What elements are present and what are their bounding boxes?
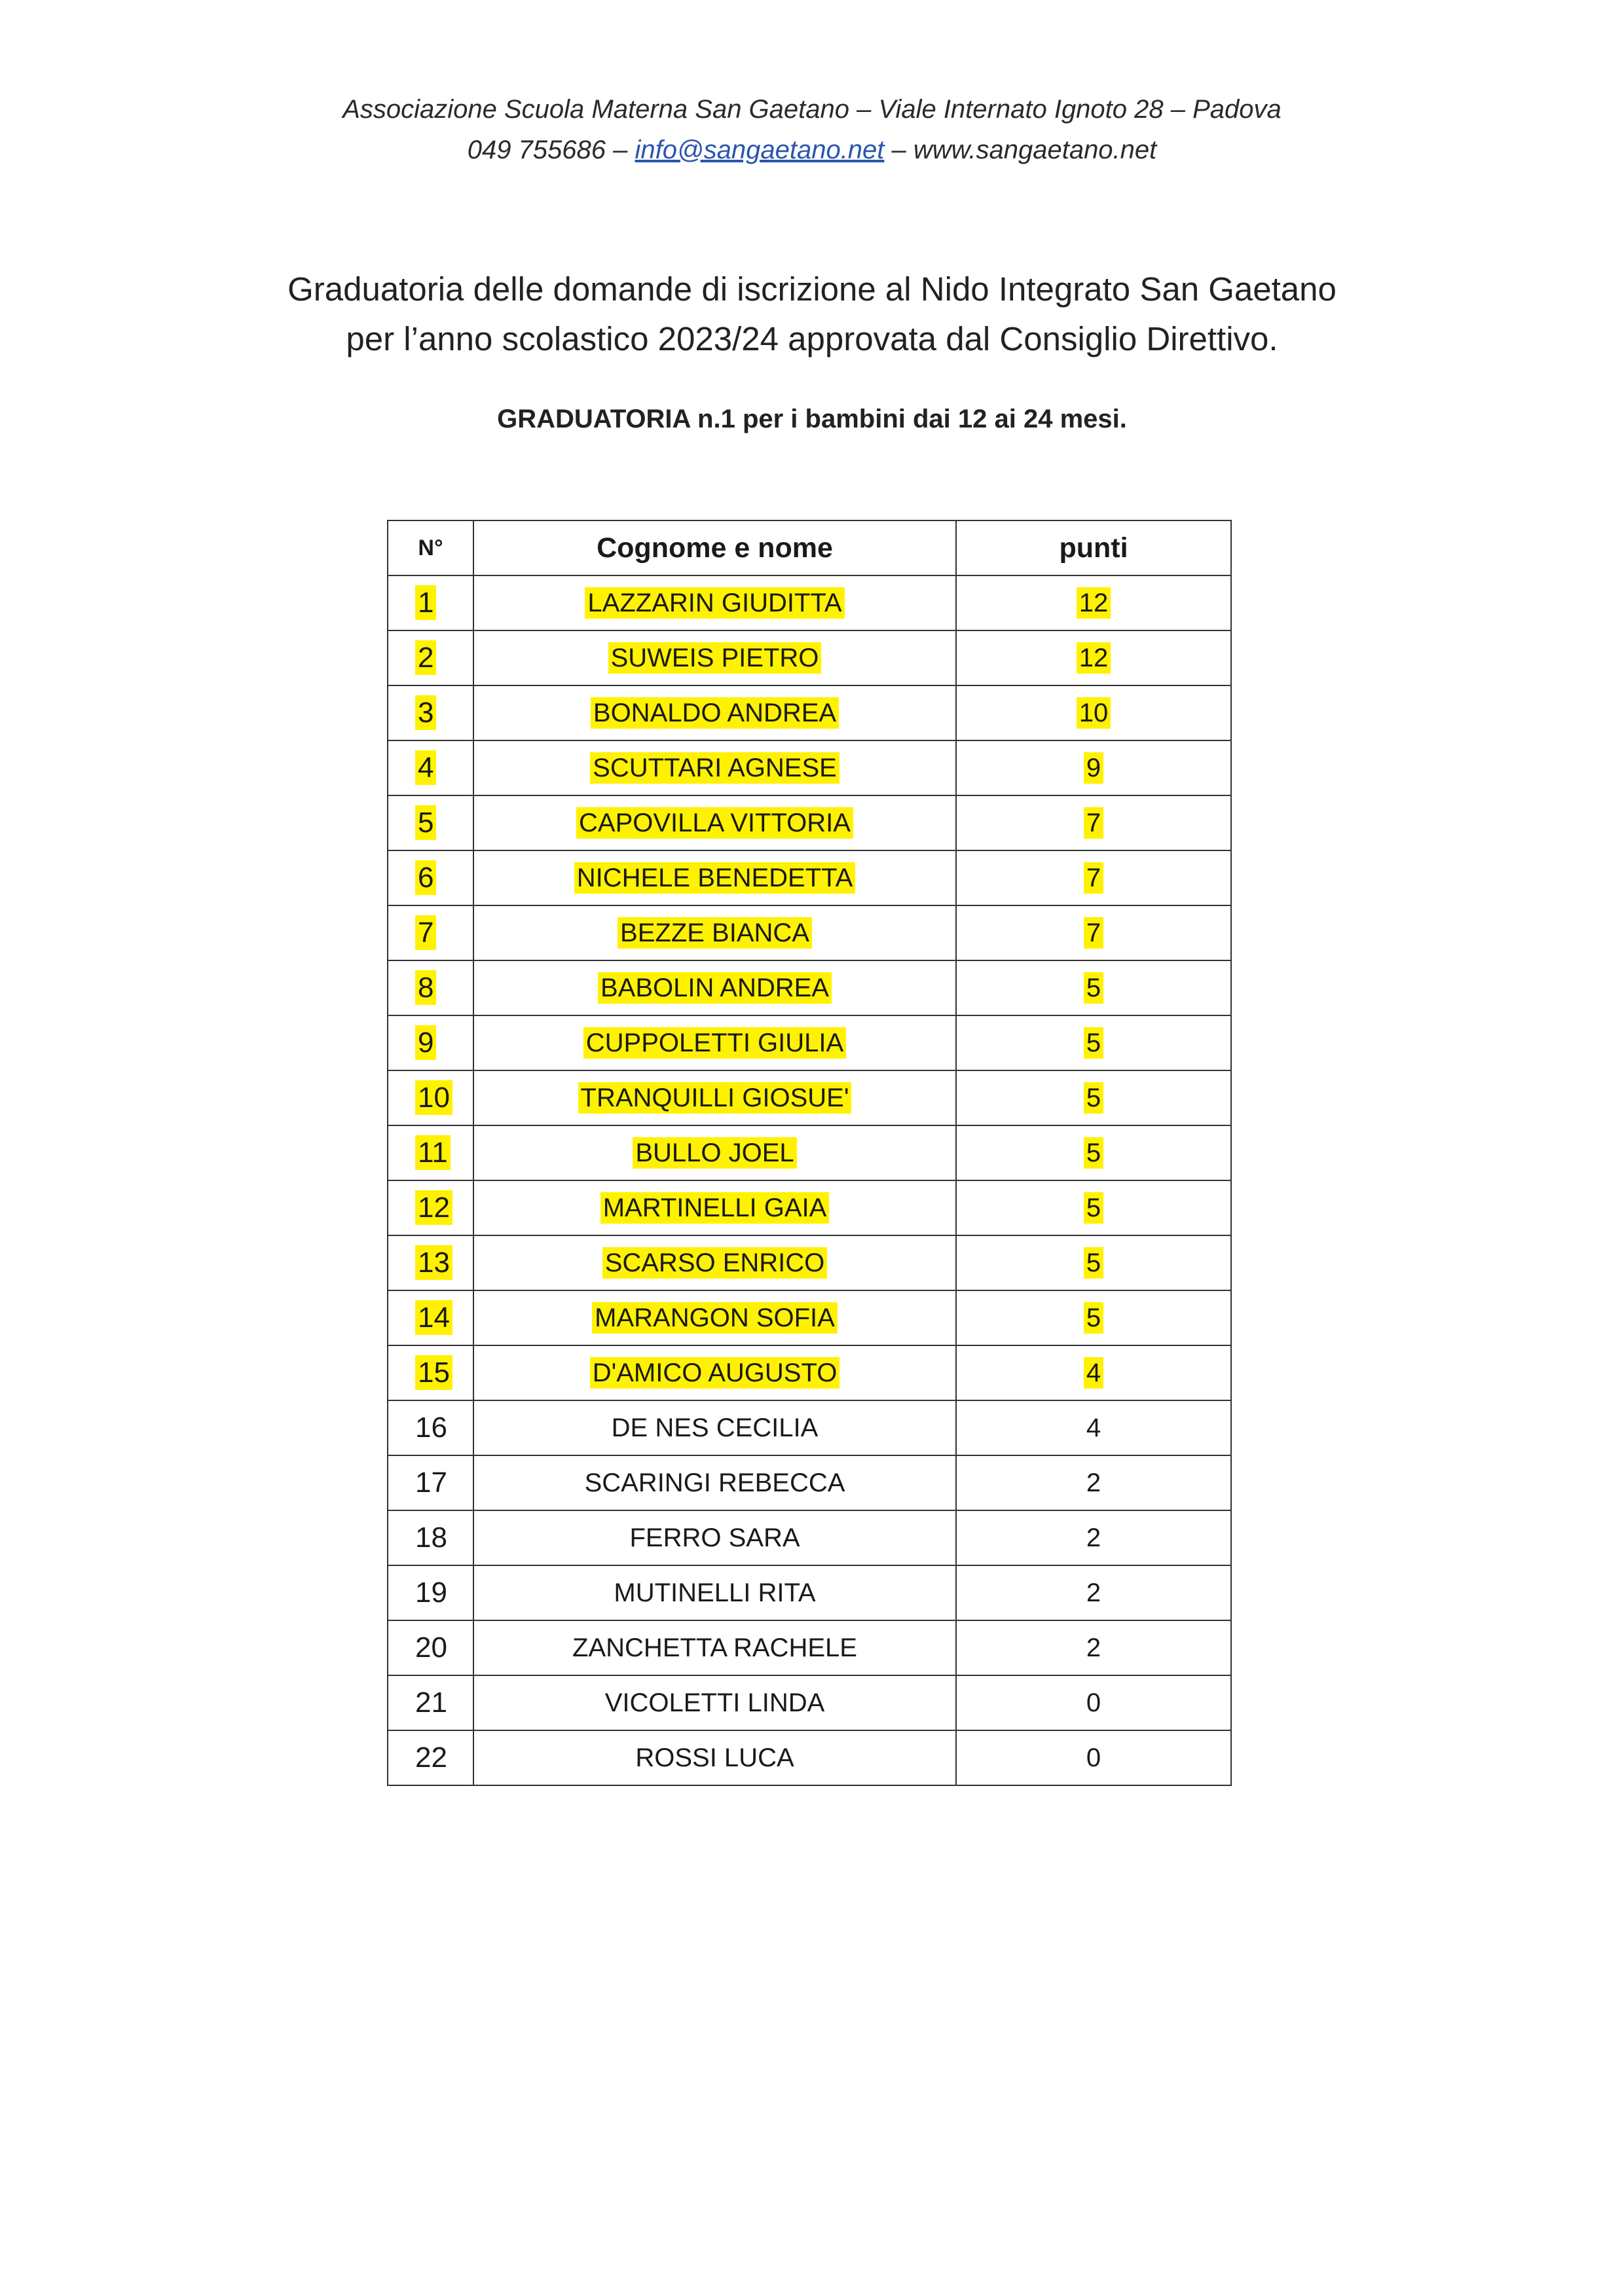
row-points-cell [956, 1290, 1231, 1345]
row-name: MARANGON SOFIA [592, 1302, 838, 1334]
row-points-cell [956, 850, 1231, 905]
row-name: SCARINGI REBECCA [584, 1468, 845, 1497]
row-name: DE NES CECILIA [611, 1413, 819, 1442]
table-row [388, 905, 1231, 960]
letterhead-phone: 049 755686 – [467, 136, 628, 164]
row-name: D'AMICO AUGUSTO [590, 1357, 840, 1389]
row-number: 11 [415, 1135, 451, 1170]
row-number: 13 [415, 1245, 452, 1280]
row-name: CAPOVILLA VITTORIA [576, 807, 853, 839]
row-points-cell [956, 1125, 1231, 1180]
table-row [388, 740, 1231, 795]
row-number: 1 [415, 585, 436, 620]
row-name-cell [473, 1290, 956, 1345]
header-points: punti [956, 520, 1231, 575]
row-number-cell [388, 685, 473, 740]
row-points-cell [956, 740, 1231, 795]
row-name: LAZZARIN GIUDITTA [585, 587, 844, 619]
row-points-cell [956, 1565, 1231, 1620]
table-row [388, 1345, 1231, 1400]
row-name-cell [473, 1015, 956, 1070]
row-name-cell [473, 685, 956, 740]
row-points-cell [956, 1345, 1231, 1400]
row-name: FERRO SARA [629, 1523, 800, 1552]
row-name-cell [473, 575, 956, 630]
row-points: 4 [1086, 1413, 1101, 1442]
row-number: 9 [415, 1025, 436, 1060]
row-points: 2 [1086, 1523, 1101, 1552]
table-row [388, 1400, 1231, 1455]
row-points: 2 [1086, 1468, 1101, 1497]
table-row [388, 685, 1231, 740]
row-name: MARTINELLI GAIA [600, 1192, 830, 1224]
row-name-cell [473, 1345, 956, 1400]
row-number-cell [388, 575, 473, 630]
row-name-cell [473, 1730, 956, 1785]
row-name-cell [473, 850, 956, 905]
row-name: SCUTTARI AGNESE [590, 752, 840, 784]
table-row [388, 630, 1231, 685]
row-number-cell [388, 1565, 473, 1620]
row-name-cell [473, 740, 956, 795]
row-points: 5 [1084, 1082, 1103, 1114]
row-points: 12 [1077, 587, 1111, 619]
table-header-row [388, 520, 1231, 575]
row-number-cell [388, 1290, 473, 1345]
letterhead-website: – www.sangaetano.net [891, 136, 1157, 164]
table-row [388, 575, 1231, 630]
row-number: 14 [415, 1300, 452, 1335]
row-points-cell [956, 1015, 1231, 1070]
row-points-cell [956, 685, 1231, 740]
letterhead [0, 89, 1624, 170]
table-row [388, 1730, 1231, 1785]
table-row [388, 850, 1231, 905]
row-points: 10 [1077, 697, 1111, 729]
row-number-cell [388, 1620, 473, 1675]
ranking-table [387, 520, 1232, 1786]
row-name-cell [473, 1620, 956, 1675]
row-points-cell [956, 795, 1231, 850]
row-number-cell [388, 795, 473, 850]
row-points-cell [956, 1620, 1231, 1675]
row-points-cell [956, 1510, 1231, 1565]
row-points: 7 [1084, 917, 1103, 949]
row-points: 4 [1084, 1357, 1103, 1389]
row-number: 17 [415, 1467, 447, 1499]
row-name-cell [473, 1125, 956, 1180]
table-row [388, 795, 1231, 850]
row-points: 9 [1084, 752, 1103, 784]
row-number-cell [388, 1675, 473, 1730]
row-number: 6 [415, 860, 436, 895]
row-points: 0 [1086, 1743, 1101, 1772]
row-name: BULLO JOEL [633, 1137, 796, 1169]
table-row [388, 1015, 1231, 1070]
row-points: 5 [1084, 972, 1103, 1004]
row-points-cell [956, 1455, 1231, 1510]
row-points: 5 [1084, 1192, 1103, 1224]
row-number-cell [388, 1730, 473, 1785]
row-number: 22 [415, 1741, 447, 1774]
letterhead-email-link[interactable]: info@sangaetano.net [635, 136, 885, 164]
document-title [0, 264, 1624, 364]
row-number-cell [388, 740, 473, 795]
table-row [388, 1455, 1231, 1510]
row-points: 12 [1077, 642, 1111, 674]
row-number-cell [388, 1070, 473, 1125]
row-points: 5 [1084, 1247, 1103, 1279]
row-points-cell [956, 575, 1231, 630]
row-number: 4 [415, 750, 436, 785]
row-name: TRANQUILLI GIOSUE' [578, 1082, 852, 1114]
row-number: 16 [415, 1412, 447, 1444]
letterhead-address: Associazione Scuola Materna San Gaetano – Viale Internato Ignoto 28 – Padova [342, 95, 1282, 124]
row-number-cell [388, 1510, 473, 1565]
row-number-cell [388, 1125, 473, 1180]
row-name: MUTINELLI RITA [614, 1578, 816, 1607]
letterhead-contacts [0, 130, 1624, 170]
row-number-cell [388, 905, 473, 960]
row-points-cell [956, 960, 1231, 1015]
row-number: 3 [415, 695, 436, 730]
row-points-cell [956, 1400, 1231, 1455]
row-points: 0 [1086, 1688, 1101, 1717]
row-name-cell [473, 795, 956, 850]
row-number: 5 [415, 805, 436, 840]
row-number: 10 [415, 1080, 452, 1115]
row-points-cell [956, 1675, 1231, 1730]
table-row [388, 1070, 1231, 1125]
table-row [388, 960, 1231, 1015]
row-name: NICHELE BENEDETTA [574, 862, 856, 894]
row-name-cell [473, 905, 956, 960]
row-points-cell [956, 630, 1231, 685]
header-number: N° [388, 520, 473, 575]
row-number: 12 [415, 1190, 452, 1225]
table-row [388, 1565, 1231, 1620]
row-name: SCARSO ENRICO [602, 1247, 828, 1279]
row-name: CUPPOLETTI GIULIA [583, 1027, 846, 1059]
row-points: 7 [1084, 862, 1103, 894]
row-number-cell [388, 1235, 473, 1290]
row-name: ROSSI LUCA [635, 1743, 794, 1772]
row-points-cell [956, 1235, 1231, 1290]
table-row [388, 1510, 1231, 1565]
ranking-table-body [388, 575, 1231, 1785]
row-number-cell [388, 850, 473, 905]
table-row [388, 1125, 1231, 1180]
row-points: 2 [1086, 1578, 1101, 1607]
row-number: 21 [415, 1686, 447, 1719]
row-name-cell [473, 960, 956, 1015]
row-number: 8 [415, 970, 436, 1005]
table-row [388, 1290, 1231, 1345]
document-title-line-2: per l’anno scolastico 2023/24 approvata dal Consiglio Direttivo. [346, 320, 1278, 357]
row-number: 15 [415, 1355, 452, 1390]
ranking-subtitle: GRADUATORIA n.1 per i bambini dai 12 ai 24 mesi. [497, 405, 1127, 433]
row-points: 5 [1084, 1027, 1103, 1059]
row-number-cell [388, 1015, 473, 1070]
header-name: Cognome e nome [473, 520, 956, 575]
row-points-cell [956, 1070, 1231, 1125]
row-name: VICOLETTI LINDA [604, 1688, 825, 1717]
table-row [388, 1675, 1231, 1730]
row-name: BEZZE BIANCA [618, 917, 812, 949]
row-number: 19 [415, 1576, 447, 1609]
row-number: 18 [415, 1522, 447, 1554]
row-name-cell [473, 1510, 956, 1565]
row-points: 7 [1084, 807, 1103, 839]
row-points-cell [956, 905, 1231, 960]
row-number-cell [388, 1400, 473, 1455]
document-title-line-1: Graduatoria delle domande di iscrizione al Nido Integrato San Gaetano [287, 270, 1337, 308]
row-number: 2 [415, 640, 436, 675]
row-points-cell [956, 1180, 1231, 1235]
row-points-cell [956, 1730, 1231, 1785]
row-points: 5 [1084, 1302, 1103, 1334]
row-name: BABOLIN ANDREA [598, 972, 832, 1004]
row-name-cell [473, 630, 956, 685]
row-number-cell [388, 630, 473, 685]
row-name-cell [473, 1400, 956, 1455]
row-name: BONALDO ANDREA [591, 697, 839, 729]
row-name-cell [473, 1565, 956, 1620]
row-name: SUWEIS PIETRO [608, 642, 822, 674]
row-number-cell [388, 960, 473, 1015]
row-number: 7 [415, 915, 436, 950]
row-name-cell [473, 1180, 956, 1235]
row-name: ZANCHETTA RACHELE [572, 1633, 857, 1662]
row-name-cell [473, 1235, 956, 1290]
table-row [388, 1620, 1231, 1675]
row-points: 2 [1086, 1633, 1101, 1662]
row-points: 5 [1084, 1137, 1103, 1169]
row-name-cell [473, 1455, 956, 1510]
table-row [388, 1180, 1231, 1235]
row-number: 20 [415, 1631, 447, 1664]
row-name-cell [473, 1675, 956, 1730]
row-number-cell [388, 1345, 473, 1400]
row-number-cell [388, 1180, 473, 1235]
row-name-cell [473, 1070, 956, 1125]
table-row [388, 1235, 1231, 1290]
row-number-cell [388, 1455, 473, 1510]
